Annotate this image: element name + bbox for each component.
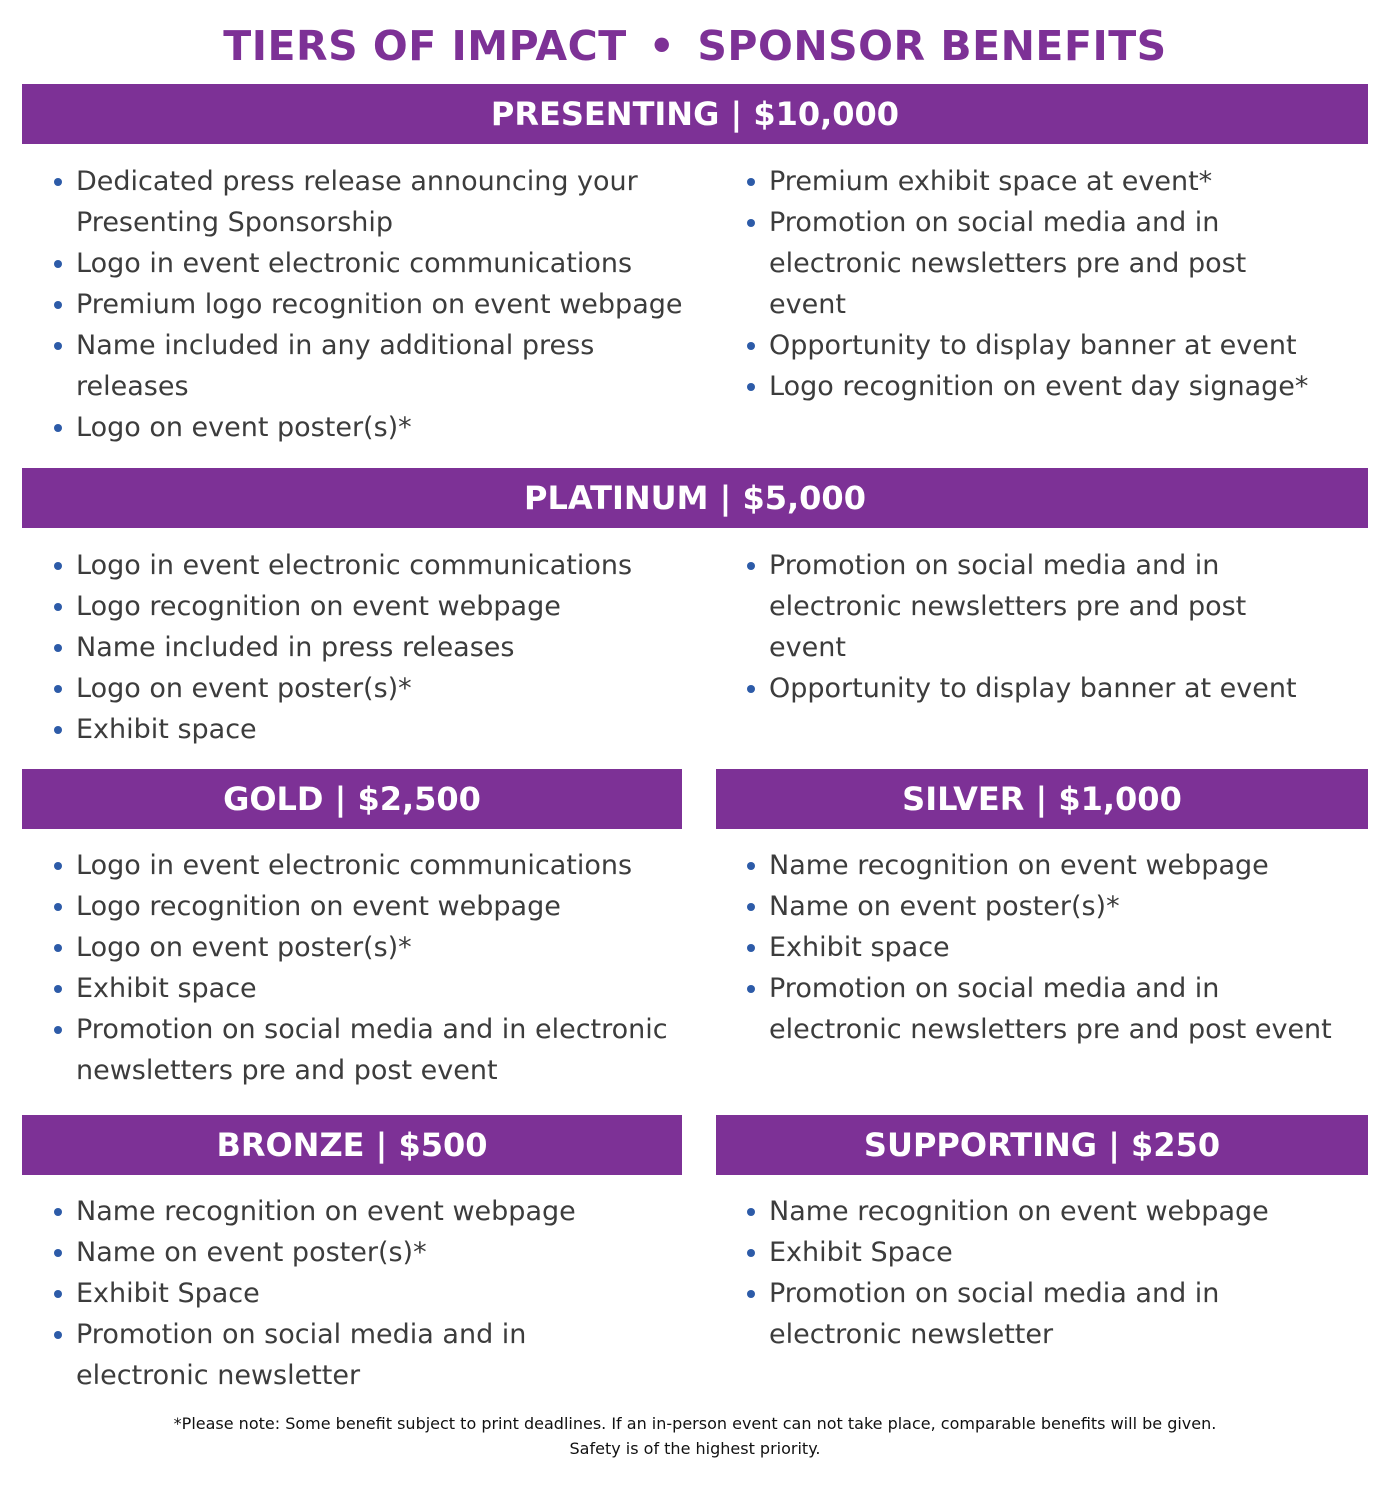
benefit-item (743, 1191, 1269, 1232)
benefit-text: Dedicated press release announcing your (76, 166, 638, 197)
footnote-line: Safety is of the highest priority. (569, 1439, 821, 1458)
benefit-item (50, 886, 668, 927)
benefit-item (50, 627, 632, 668)
tier-header-gold: GOLD | $2,500 (22, 769, 682, 829)
benefit-text: electronic newsletters pre and post (769, 591, 1247, 622)
benefit-text: Exhibit Space (76, 1278, 260, 1309)
benefit-item (50, 968, 668, 1009)
benefit-item (743, 202, 1308, 325)
benefit-item (743, 325, 1308, 366)
benefit-list (50, 845, 668, 1091)
benefit-item (50, 668, 632, 709)
benefit-list (50, 161, 683, 448)
benefit-text: Logo recognition on event webpage (76, 891, 561, 922)
footnote (0, 1411, 1390, 1461)
tier-header-silver: SILVER | $1,000 (716, 769, 1368, 829)
benefit-text: electronic newsletters pre and post event (769, 1014, 1332, 1045)
tier-header-bronze: BRONZE | $500 (22, 1115, 682, 1175)
benefit-item (743, 668, 1297, 709)
benefit-text: Logo recognition on event webpage (76, 591, 561, 622)
benefit-item (50, 407, 683, 448)
benefit-text: Logo on event poster(s)* (76, 673, 412, 704)
benefit-text: event (769, 289, 846, 320)
benefit-text: Premium exhibit space at event* (769, 166, 1213, 197)
benefit-text: Promotion on social media and in (769, 1278, 1220, 1309)
benefit-item (50, 586, 632, 627)
benefit-text: Logo in event electronic communications (76, 248, 633, 279)
title-left: TIERS OF IMPACT (223, 22, 627, 70)
benefit-text: Name recognition on event webpage (769, 1196, 1269, 1227)
benefit-text: Logo on event poster(s)* (76, 412, 412, 443)
benefit-list (50, 1191, 576, 1396)
benefit-text: Name included in press releases (76, 632, 515, 663)
benefit-item (50, 1191, 576, 1232)
benefit-text: Name recognition on event webpage (76, 1196, 576, 1227)
benefit-text: newsletters pre and post event (76, 1055, 498, 1086)
benefit-item (743, 927, 1332, 968)
benefit-item (50, 927, 668, 968)
footnote-line: *Please note: Some benefit subject to print deadlines. If an in-person event can not take place, comparable benefits will be given. (173, 1414, 1217, 1433)
benefit-text: Exhibit space (76, 973, 257, 1004)
benefit-text: Opportunity to display banner at event (769, 330, 1297, 361)
benefit-text: Name on event poster(s)* (769, 891, 1120, 922)
benefit-text: Opportunity to display banner at event (769, 673, 1297, 704)
benefit-list (743, 545, 1297, 709)
benefit-text: releases (76, 371, 189, 402)
benefit-text: Logo on event poster(s)* (76, 932, 412, 963)
benefit-item (50, 1009, 668, 1091)
benefit-item (50, 1232, 576, 1273)
benefit-item (50, 845, 668, 886)
benefit-item (743, 1273, 1269, 1355)
benefit-item (50, 545, 632, 586)
benefit-item (50, 284, 683, 325)
benefit-text: Premium logo recognition on event webpage (76, 289, 683, 320)
benefit-item (50, 161, 683, 243)
benefit-item (743, 845, 1332, 886)
benefit-text: Name included in any additional press (76, 330, 595, 361)
benefit-text: Logo recognition on event day signage* (769, 371, 1309, 402)
benefit-list (50, 545, 632, 750)
benefit-text: Logo in event electronic communications (76, 850, 633, 881)
benefit-text: Logo in event electronic communications (76, 550, 633, 581)
benefit-text: Exhibit space (76, 714, 257, 745)
benefit-text: event (769, 632, 846, 663)
benefit-text: Promotion on social media and in (76, 1319, 527, 1350)
benefit-text: Name recognition on event webpage (769, 850, 1269, 881)
benefit-text: Promotion on social media and in (769, 207, 1220, 238)
benefit-text: electronic newsletter (769, 1319, 1054, 1350)
benefit-item (50, 1273, 576, 1314)
benefit-list (743, 1191, 1269, 1355)
benefit-item (743, 886, 1332, 927)
benefit-text: Promotion on social media and in electronic (76, 1014, 668, 1045)
benefit-item (50, 1314, 576, 1396)
tier-header-presenting: PRESENTING | $10,000 (22, 84, 1368, 144)
benefit-item (50, 325, 683, 407)
benefit-text: Name on event poster(s)* (76, 1237, 427, 1268)
benefit-text: Promotion on social media and in (769, 973, 1220, 1004)
benefit-item (50, 709, 632, 750)
benefit-text: Exhibit Space (769, 1237, 953, 1268)
benefit-item (50, 243, 683, 284)
benefit-text: Promotion on social media and in (769, 550, 1220, 581)
title-right: SPONSOR BENEFITS (697, 22, 1167, 70)
benefit-item (743, 1232, 1269, 1273)
benefit-item (743, 366, 1308, 407)
benefit-text: Presenting Sponsorship (76, 207, 394, 238)
title-separator: • (648, 22, 676, 70)
benefit-item (743, 968, 1332, 1050)
benefit-item (743, 161, 1308, 202)
benefit-text: electronic newsletter (76, 1360, 361, 1391)
benefit-list (743, 161, 1308, 407)
page-title (0, 22, 1390, 70)
tier-header-platinum: PLATINUM | $5,000 (22, 468, 1368, 528)
tier-header-supporting: SUPPORTING | $250 (716, 1115, 1368, 1175)
benefit-text: electronic newsletters pre and post (769, 248, 1247, 279)
benefit-item (743, 545, 1297, 668)
benefit-text: Exhibit space (769, 932, 950, 963)
benefit-list (743, 845, 1332, 1050)
